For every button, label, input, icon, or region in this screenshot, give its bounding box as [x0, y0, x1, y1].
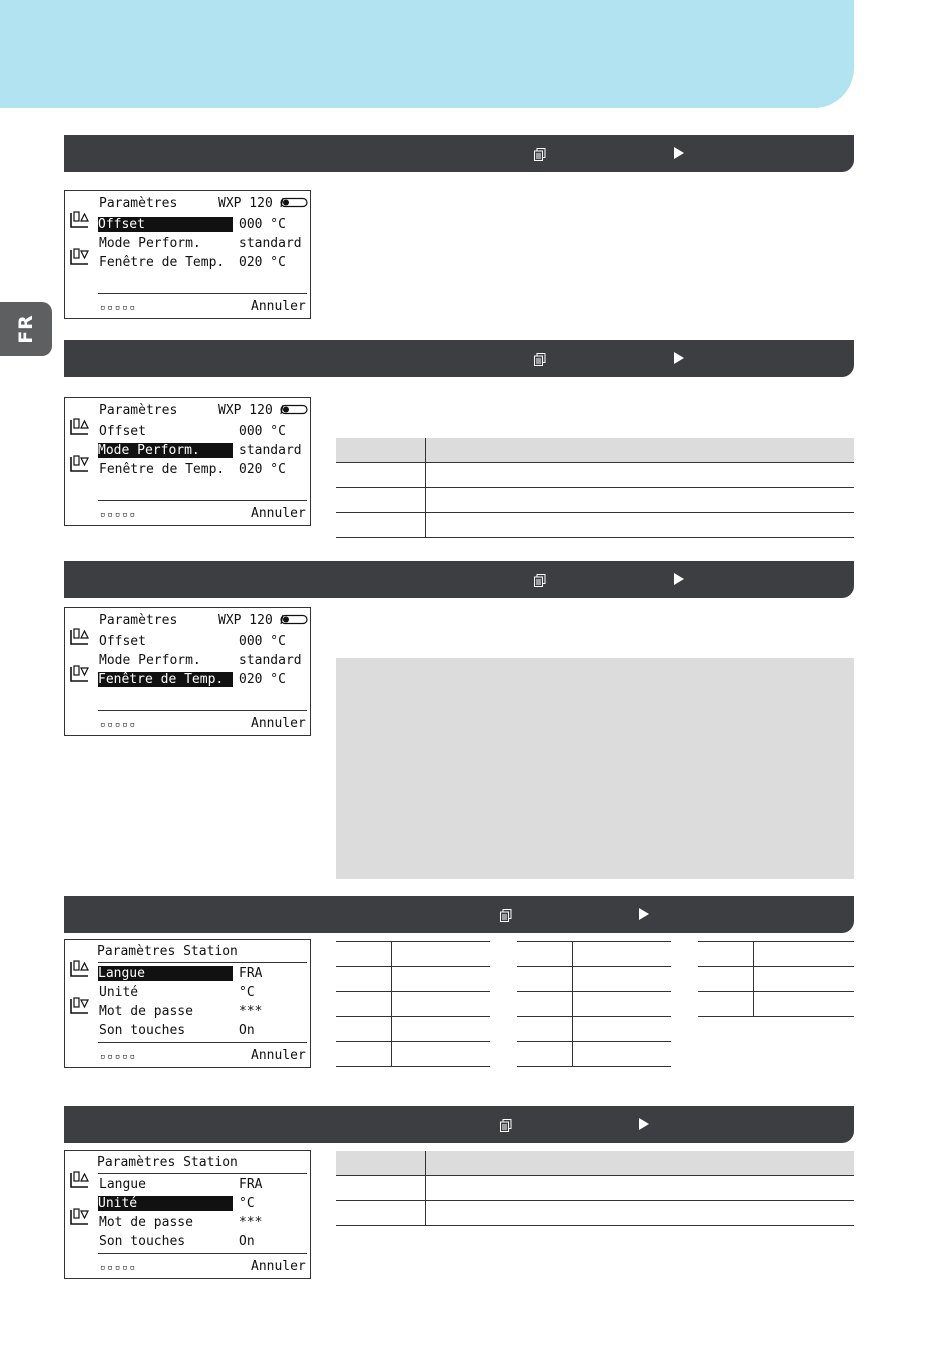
lcd-footer-dots: ▫▫▫▫▫	[100, 510, 138, 520]
table-row	[517, 967, 671, 992]
section-bar-mode	[64, 340, 854, 377]
lcd-value-window: 020 °C	[239, 672, 286, 687]
lcd-value-window: 020 °C	[239, 255, 286, 270]
lcd-value-window: 020 °C	[239, 462, 286, 477]
lcd-value-key-sound: On	[239, 1234, 255, 1249]
toggle-icon	[280, 614, 308, 625]
scroll-up-icon[interactable]	[69, 209, 91, 229]
lcd-divider	[98, 293, 307, 294]
cancel-button[interactable]: Annuler	[251, 1259, 306, 1274]
table-row	[336, 1017, 490, 1042]
toggle-icon	[280, 404, 308, 415]
lcd-value-key-sound: On	[239, 1023, 255, 1038]
table-header-row	[336, 1151, 854, 1176]
lcd-divider	[98, 1253, 307, 1254]
table-row	[698, 942, 854, 967]
lcd-footer-dots: ▫▫▫▫▫	[100, 303, 138, 313]
mode-table	[336, 438, 854, 538]
lcd-title: Paramètres	[99, 196, 178, 211]
lcd-row-window[interactable]: Fenêtre de Temp.	[98, 672, 233, 687]
lcd-screen-mode	[64, 397, 311, 526]
document-stack-icon	[500, 909, 512, 922]
play-icon	[674, 352, 684, 364]
document-stack-icon	[534, 148, 546, 161]
lcd-title-divider	[98, 962, 307, 963]
scroll-up-icon[interactable]	[69, 626, 91, 646]
table-row	[336, 942, 490, 967]
note-box	[336, 658, 854, 879]
lcd-row-window[interactable]: Fenêtre de Temp.	[99, 255, 225, 270]
lcd-value-mode: standard	[239, 653, 302, 668]
lcd-screen-offset	[64, 190, 311, 319]
language-table-2	[517, 941, 671, 1067]
lcd-value-unit: °C	[239, 985, 255, 1000]
lcd-screen-language	[64, 939, 311, 1068]
lcd-screen-window	[64, 607, 311, 736]
language-tab	[0, 302, 52, 356]
cancel-button[interactable]: Annuler	[251, 506, 306, 521]
scroll-down-icon[interactable]	[69, 1206, 91, 1226]
lcd-row-key-sound[interactable]: Son touches	[99, 1023, 186, 1038]
document-stack-icon	[534, 574, 546, 587]
play-icon	[674, 573, 684, 585]
table-row	[517, 1042, 671, 1067]
lcd-row-unit[interactable]: Unité	[99, 985, 139, 1000]
lcd-title: Paramètres Station	[97, 944, 238, 959]
table-row	[517, 942, 671, 967]
cancel-button[interactable]: Annuler	[251, 299, 306, 314]
scroll-up-icon[interactable]	[69, 416, 91, 436]
lcd-divider	[98, 1042, 307, 1043]
lcd-footer-dots: ▫▫▫▫▫	[100, 1052, 138, 1062]
lcd-row-offset[interactable]: Offset	[99, 424, 146, 439]
table-row	[336, 992, 490, 1017]
section-bar-unit	[64, 1106, 854, 1143]
table-row	[336, 488, 854, 513]
lcd-row-key-sound[interactable]: Son touches	[99, 1234, 186, 1249]
lcd-row-mode[interactable]: Mode Perform.	[99, 653, 201, 668]
language-tab-label: FR	[15, 314, 37, 344]
lcd-row-language[interactable]: Langue	[99, 1177, 146, 1192]
lcd-value-language: FRA	[239, 1177, 263, 1192]
table-row	[336, 1176, 854, 1201]
lcd-footer-dots: ▫▫▫▫▫	[100, 720, 138, 730]
table-row	[336, 463, 854, 488]
scroll-up-icon[interactable]	[69, 1169, 91, 1189]
cancel-button[interactable]: Annuler	[251, 1048, 306, 1063]
play-icon	[639, 1118, 649, 1130]
scroll-down-icon[interactable]	[69, 246, 91, 266]
lcd-title: Paramètres	[99, 403, 178, 418]
lcd-divider	[98, 500, 307, 501]
language-table-1	[336, 941, 490, 1067]
lcd-model: WXP 120	[218, 403, 273, 418]
cancel-button[interactable]: Annuler	[251, 716, 306, 731]
lcd-row-unit[interactable]: Unité	[98, 1196, 233, 1211]
lcd-row-language[interactable]: Langue	[98, 966, 233, 981]
lcd-row-offset[interactable]: Offset	[98, 217, 233, 232]
section-bar-offset	[64, 135, 854, 172]
scroll-down-icon[interactable]	[69, 995, 91, 1015]
table-row	[517, 992, 671, 1017]
lcd-title: Paramètres Station	[97, 1155, 238, 1170]
lcd-row-mode[interactable]: Mode Perform.	[99, 236, 201, 251]
lcd-footer-dots: ▫▫▫▫▫	[100, 1263, 138, 1273]
lcd-value-mode: standard	[239, 236, 302, 251]
scroll-down-icon[interactable]	[69, 453, 91, 473]
lcd-title-divider	[98, 1173, 307, 1174]
table-row	[698, 992, 854, 1017]
lcd-row-mode[interactable]: Mode Perform.	[98, 443, 233, 458]
table-header-row	[336, 438, 854, 463]
lcd-value-unit: °C	[239, 1196, 255, 1211]
header-banner	[0, 0, 854, 108]
table-row	[336, 1042, 490, 1067]
play-icon	[639, 908, 649, 920]
table-row	[336, 513, 854, 538]
lcd-screen-unit	[64, 1150, 311, 1279]
table-row	[698, 967, 854, 992]
document-stack-icon	[534, 353, 546, 366]
toggle-icon	[280, 197, 308, 208]
lcd-divider	[98, 710, 307, 711]
lcd-value-password: ***	[239, 1215, 263, 1230]
lcd-model: WXP 120	[218, 196, 273, 211]
lcd-value-password: ***	[239, 1004, 263, 1019]
lcd-model: WXP 120	[218, 613, 273, 628]
section-bar-station	[64, 896, 854, 933]
play-icon	[674, 147, 684, 159]
table-row	[517, 1017, 671, 1042]
lcd-row-offset[interactable]: Offset	[99, 634, 146, 649]
table-row	[336, 1201, 854, 1226]
scroll-up-icon[interactable]	[69, 958, 91, 978]
lcd-value-offset: 000 °C	[239, 424, 286, 439]
document-stack-icon	[500, 1119, 512, 1132]
lcd-row-password[interactable]: Mot de passe	[99, 1215, 193, 1230]
language-table-3	[698, 941, 854, 1017]
unit-table	[336, 1151, 854, 1226]
section-bar-window	[64, 561, 854, 598]
lcd-row-password[interactable]: Mot de passe	[99, 1004, 193, 1019]
lcd-row-window[interactable]: Fenêtre de Temp.	[99, 462, 225, 477]
scroll-down-icon[interactable]	[69, 663, 91, 683]
lcd-value-offset: 000 °C	[239, 217, 286, 232]
lcd-value-mode: standard	[239, 443, 302, 458]
lcd-value-language: FRA	[239, 966, 263, 981]
table-row	[336, 967, 490, 992]
lcd-title: Paramètres	[99, 613, 178, 628]
lcd-value-offset: 000 °C	[239, 634, 286, 649]
